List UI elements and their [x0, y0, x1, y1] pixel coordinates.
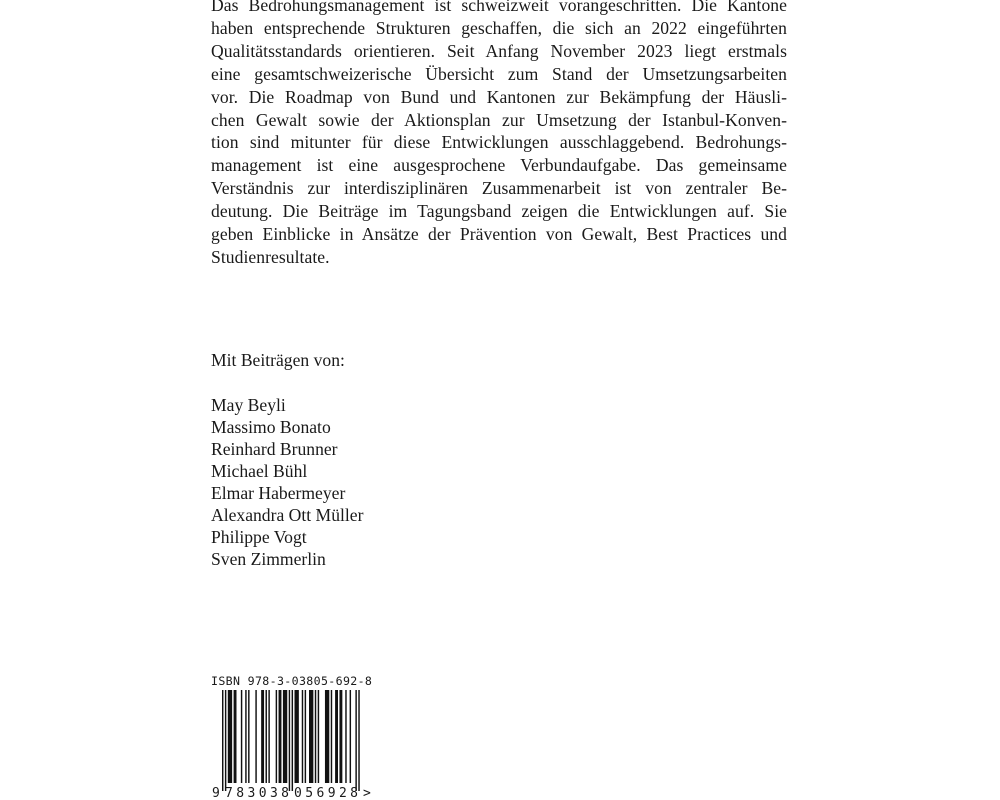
- isbn-barcode: [211, 690, 371, 800]
- barcode-bar: [350, 690, 351, 783]
- barcode-bar: [315, 690, 316, 783]
- blurb-line: Studienresultate.: [211, 246, 330, 267]
- barcode-guard-bar: [355, 690, 356, 791]
- blurb-line: geben Einblicke in Ansätze der Prävention von Gewalt, Best Practices und: [211, 224, 787, 245]
- blurb-text: [211, 0, 787, 269]
- barcode-bar: [268, 690, 269, 783]
- barcode-bar: [345, 690, 346, 783]
- blurb-line: Qualitätsstandards orientieren. Seit Anfang November 2023 liegt erstmals: [211, 40, 787, 61]
- barcode-bar: [331, 690, 332, 783]
- barcode-end-mark: >: [363, 786, 371, 800]
- contributor-name: May Beyli: [211, 395, 286, 415]
- barcode-bar: [241, 690, 242, 783]
- contributors-heading: Mit Beiträgen von:: [211, 350, 345, 370]
- contributor-name: Philippe Vogt: [211, 527, 307, 547]
- blurb-line: management ist eine ausgesprochene Verbundaufgabe. Das gemeinsame: [211, 155, 787, 176]
- barcode-bar: [339, 690, 342, 783]
- blurb-line: chen Gewalt sowie der Aktionsplan zur Umsetzung der Istanbul-Konven-: [211, 109, 787, 130]
- barcode-bar: [335, 690, 338, 783]
- barcode-bar: [245, 690, 246, 783]
- barcode-bar: [261, 690, 264, 783]
- contributor-name: Michael Bühl: [211, 461, 308, 481]
- blurb-line: Verständnis zur interdisziplinären Zusammenarbeit ist von zentraler Be-: [211, 178, 787, 199]
- blurb-line: vor. Die Roadmap von Bund und Kantonen zur Bekämpfung der Häusli-: [211, 86, 787, 107]
- barcode-guard-bar: [222, 690, 223, 791]
- barcode-guard-bar: [292, 690, 293, 791]
- barcode-bar: [266, 690, 267, 783]
- barcode-graphic: [211, 690, 371, 800]
- barcode-bar: [305, 690, 306, 783]
- barcode-bar: [325, 690, 329, 783]
- contributor-name: Sven Zimmerlin: [211, 549, 326, 569]
- barcode-bar: [279, 690, 282, 783]
- barcode-bar: [295, 690, 299, 783]
- contributor-name: Massimo Bonato: [211, 417, 331, 437]
- barcode-bar: [283, 690, 287, 783]
- isbn-label: ISBN 978-3-03805-692-8: [211, 674, 373, 688]
- contributor-name: Elmar Habermeyer: [211, 483, 346, 503]
- barcode-bar: [302, 690, 303, 783]
- contributor-name: Alexandra Ott Müller: [211, 505, 364, 525]
- barcode-left-digits: 783038: [225, 786, 289, 800]
- blurb-line: Das Bedrohungsmanagement ist schweizweit vorangeschritten. Die Kantone: [211, 0, 787, 15]
- contributors-list: [211, 394, 363, 570]
- contributor-name: Reinhard Brunner: [211, 439, 338, 459]
- barcode-bar: [234, 690, 237, 783]
- barcode-guard-bar: [358, 690, 359, 791]
- barcode-guard-bar: [289, 690, 290, 791]
- blurb-line: tion sind mitunter für diese Entwicklungen ausschlaggebend. Bedrohungs-: [211, 132, 787, 153]
- barcode-bar: [255, 690, 256, 783]
- barcode-bar: [318, 690, 319, 783]
- barcode-bar: [276, 690, 277, 783]
- blurb-line: deutung. Die Beiträge im Tagungsband zeigen die Entwicklungen auf. Sie: [211, 201, 787, 222]
- barcode-first-digit: 9: [212, 786, 220, 800]
- blurb-line: eine gesamtschweizerische Übersicht zum Stand der Umsetzungsarbeiten: [211, 63, 787, 84]
- barcode-guard-bar: [225, 690, 226, 791]
- blurb-line: haben entsprechende Strukturen geschaffen, die sich an 2022 eingeführten: [211, 17, 787, 38]
- barcode-bar: [248, 690, 249, 783]
- barcode-right-digits: 056928: [294, 786, 358, 800]
- barcode-bars: [222, 690, 360, 791]
- barcode-bar: [228, 690, 232, 783]
- barcode-bar: [309, 690, 313, 783]
